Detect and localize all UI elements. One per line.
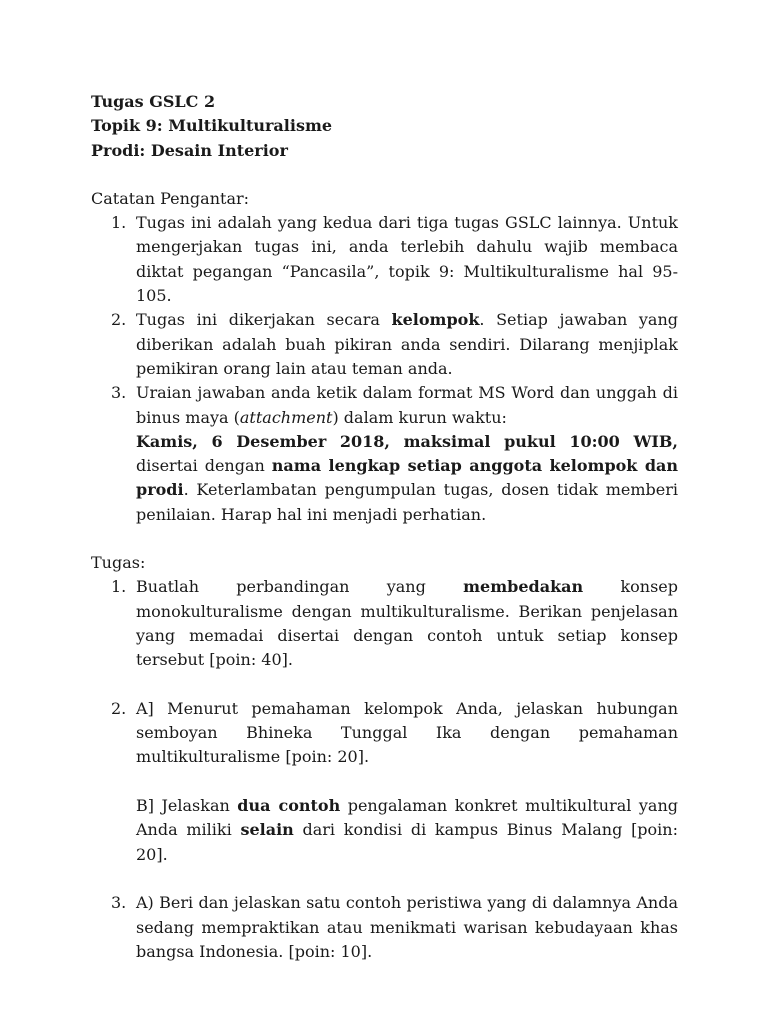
list-item [91, 575, 678, 672]
list-item-text: Tugas ini adalah yang kedua dari tiga tugas GSLC lainnya. Untuk mengerjakan tugas ini, anda terlebih dahulu wajib membaca diktat pegangan “Pancasila”, topik 9: Multikulturalisme hal 95-105. [136, 213, 678, 306]
topic-title: Topik 9: Multikulturalisme [91, 116, 333, 136]
emphasis: membedakan [463, 577, 584, 597]
intro-list [91, 211, 678, 527]
list-number: 2. [111, 698, 127, 718]
list-item [91, 891, 678, 964]
list-item-text: Buatlah perbandingan yang membedakan konsep monokulturalisme dengan multikulturalisme. Berikan penjelasan yang memadai disertai dengan contoh untuk setiap konsep tersebut [poin: 40]. [136, 577, 678, 670]
list-item [91, 381, 678, 527]
list-number: 1. [111, 577, 127, 597]
italic-term: attachment [239, 407, 333, 427]
list-item-text: Tugas ini dikerjakan secara kelompok. Setiap jawaban yang diberikan adalah buah pikiran anda sendiri. Dilarang menjiplak pemikiran orang lain atau teman anda. [136, 310, 679, 378]
deadline-text: Kamis, 6 Desember 2018, maksimal pukul 10:00 WIB, disertai dengan nama lengkap setiap anggota kelompok dan prodi. Keterlambatan pengumpulan tugas, dosen tidak memberi penilaian. Harap hal ini menjadi perhatian. [136, 431, 679, 524]
assignment-title: Tugas GSLC 2 [91, 92, 216, 111]
emphasis: kelompok [391, 310, 480, 330]
list-item-text: Uraian jawaban anda ketik dalam format MS Word dan unggah di binus maya (attachment) dalam kurun waktu: [136, 383, 678, 427]
list-number: 3. [111, 893, 127, 913]
deadline-date: Kamis, 6 Desember 2018, maksimal pukul 10:00 WIB, [136, 431, 678, 451]
program-title: Prodi: Desain Interior [91, 140, 288, 160]
list-item [91, 308, 678, 381]
list-number: 2. [111, 310, 127, 330]
list-item-text: A) Beri dan jelaskan satu contoh peristiwa yang di dalamnya Anda sedang mempraktikan atau menikmati warisan kebudayaan khas bangsa Indonesia. [poin: 10]. [136, 893, 678, 961]
emphasis: nama lengkap setiap anggota kelompok dan prodi [136, 456, 679, 500]
tasks-list [91, 575, 678, 964]
tasks-heading: Tugas: [91, 553, 146, 573]
emphasis: selain [240, 820, 294, 840]
list-number: 3. [111, 383, 127, 403]
list-item [91, 211, 678, 308]
list-number: 1. [111, 213, 127, 233]
task-2b-text: B] Jelaskan dua contoh pengalaman konkret multikultural yang Anda miliki selain dari kondisi di kampus Binus Malang [poin: 20]. [136, 796, 678, 864]
intro-heading: Catatan Pengantar: [91, 188, 250, 208]
list-item [91, 697, 678, 867]
emphasis: dua contoh [237, 796, 341, 816]
task-2a-text: A] Menurut pemahaman kelompok Anda, jelaskan hubungan semboyan Bhineka Tunggal Ika dengan pemahaman multikulturalisme [poin: 20]. [136, 698, 678, 767]
